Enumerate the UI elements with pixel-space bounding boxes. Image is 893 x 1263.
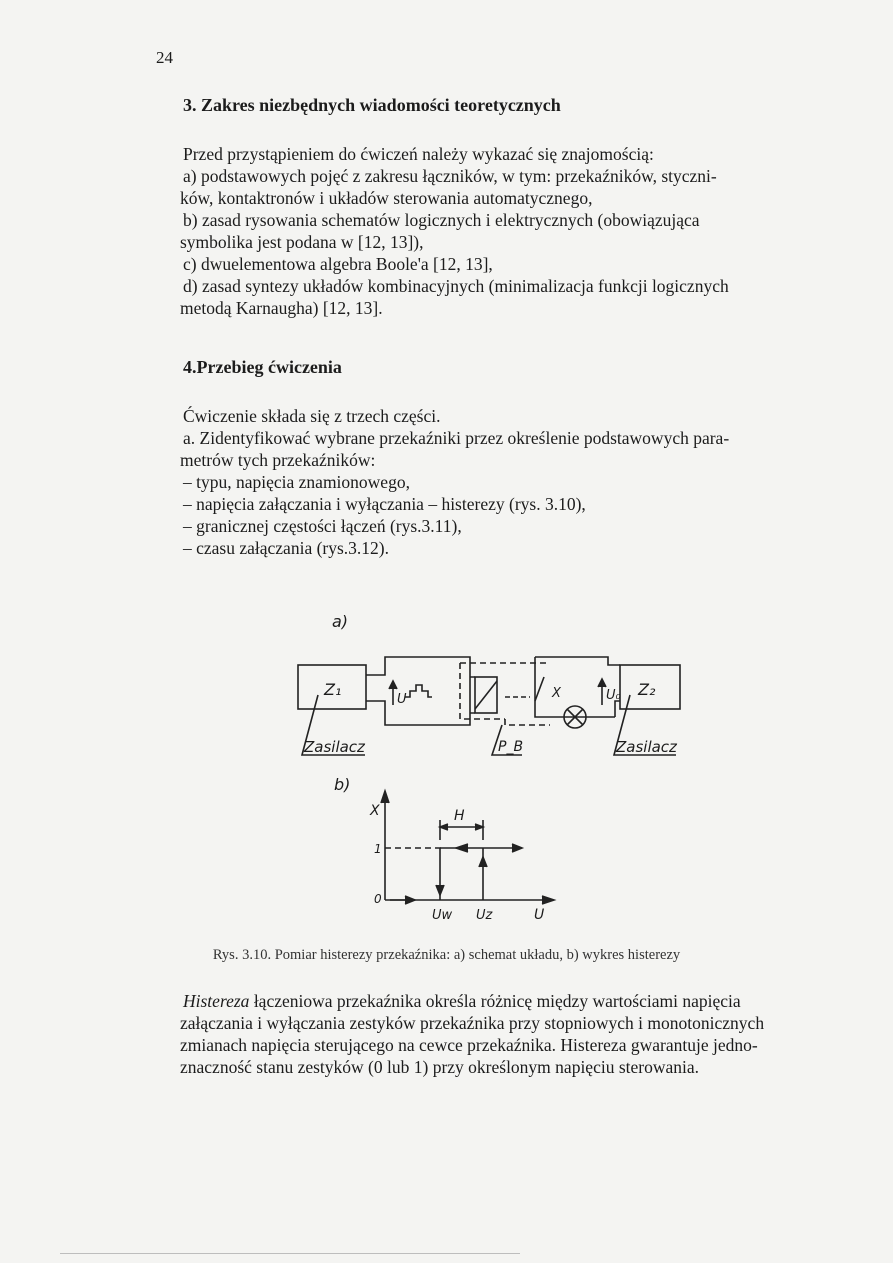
label-pb: P_B: [498, 739, 524, 755]
section-4-body: [180, 405, 833, 559]
text-line: Ćwiczenie składa się z trzech części.: [183, 406, 441, 426]
axis-x-label: U: [534, 907, 545, 923]
label-zasilacz-left: Zasilacz: [304, 738, 365, 756]
label-z1: Z₁: [324, 680, 342, 699]
text-line: Przed przystąpieniem do ćwiczeń należy wykazać się znajomością:: [183, 144, 654, 164]
text-line: ków, kontaktronów i układów sterowania automatycznego,: [180, 188, 593, 208]
text-line: metodą Karnaugha) [12, 13].: [180, 298, 383, 318]
figure-hysteresis: [290, 605, 710, 935]
list-item: – napięcia załączania i wyłączania – histerezy (rys. 3.10),: [183, 494, 586, 514]
figure-caption: Rys. 3.10. Pomiar histerezy przekaźnika: a) schemat układu, b) wykres histerezy: [212, 947, 681, 963]
page-number: 24: [156, 48, 173, 67]
final-paragraph: [180, 990, 833, 1078]
text-line: a) podstawowych pojęć z zakresu łączników, w tym: przekaźników, styczni-: [183, 166, 717, 186]
text-line: a. Zidentyfikować wybrane przekaźniki przez określenie podstawowych para-: [183, 428, 730, 448]
text-span: łączeniowa przekaźnika określa różnicę między wartościami napięcia: [249, 991, 741, 1011]
section-4-heading: 4.Przebieg ćwiczenia: [183, 357, 342, 377]
list-item: – typu, napięcia znamionowego,: [183, 472, 410, 492]
label-x-contact: X: [552, 686, 561, 701]
section-3-body: [180, 143, 833, 319]
text-line: b) zasad rysowania schematów logicznych i elektrycznych (obowiązująca: [183, 210, 700, 230]
list-item: – granicznej częstości łączeń (rys.3.11),: [183, 516, 462, 536]
text-line: c) dwuelementowa algebra Boole'a [12, 13],: [183, 254, 493, 274]
text-line: symbolika jest podana w [12, 13]),: [180, 232, 424, 252]
axis-y-label: X: [370, 803, 380, 819]
level-0-label: 0: [374, 892, 382, 906]
label-uw: Uw: [432, 908, 453, 923]
list-item: – czasu załączania (rys.3.12).: [183, 538, 390, 558]
level-1-label: 1: [374, 842, 382, 856]
text-line: załączania i wyłączania zestyków przekaźnika przy stopniowych i monotonicznych: [180, 1013, 765, 1033]
label-uz: Uz: [476, 908, 493, 923]
label-u0: U₀: [606, 688, 621, 703]
text-line: [183, 990, 833, 1012]
label-z2: Z₂: [638, 680, 656, 699]
text-line: metrów tych przekaźników:: [180, 450, 376, 470]
term-histereza: Histereza: [183, 991, 250, 1011]
text-line: znaczność stanu zestyków (0 lub 1) przy określonym napięciu sterowania.: [180, 1057, 700, 1077]
text-line: d) zasad syntezy układów kombinacyjnych (minimalizacja funkcji logicznych: [183, 276, 729, 296]
bottom-rule: [60, 1253, 520, 1254]
label-a: a): [332, 612, 349, 631]
label-zasilacz-right: Zasilacz: [616, 738, 677, 756]
label-h: H: [454, 808, 465, 824]
label-u-step: U: [397, 692, 407, 707]
section-3-heading: 3. Zakres niezbędnych wiadomości teoretycznych: [183, 95, 561, 115]
label-b: b): [334, 775, 351, 794]
text-line: zmianach napięcia sterującego na cewce przekaźnika. Histereza gwarantuje jedno-: [180, 1035, 758, 1055]
